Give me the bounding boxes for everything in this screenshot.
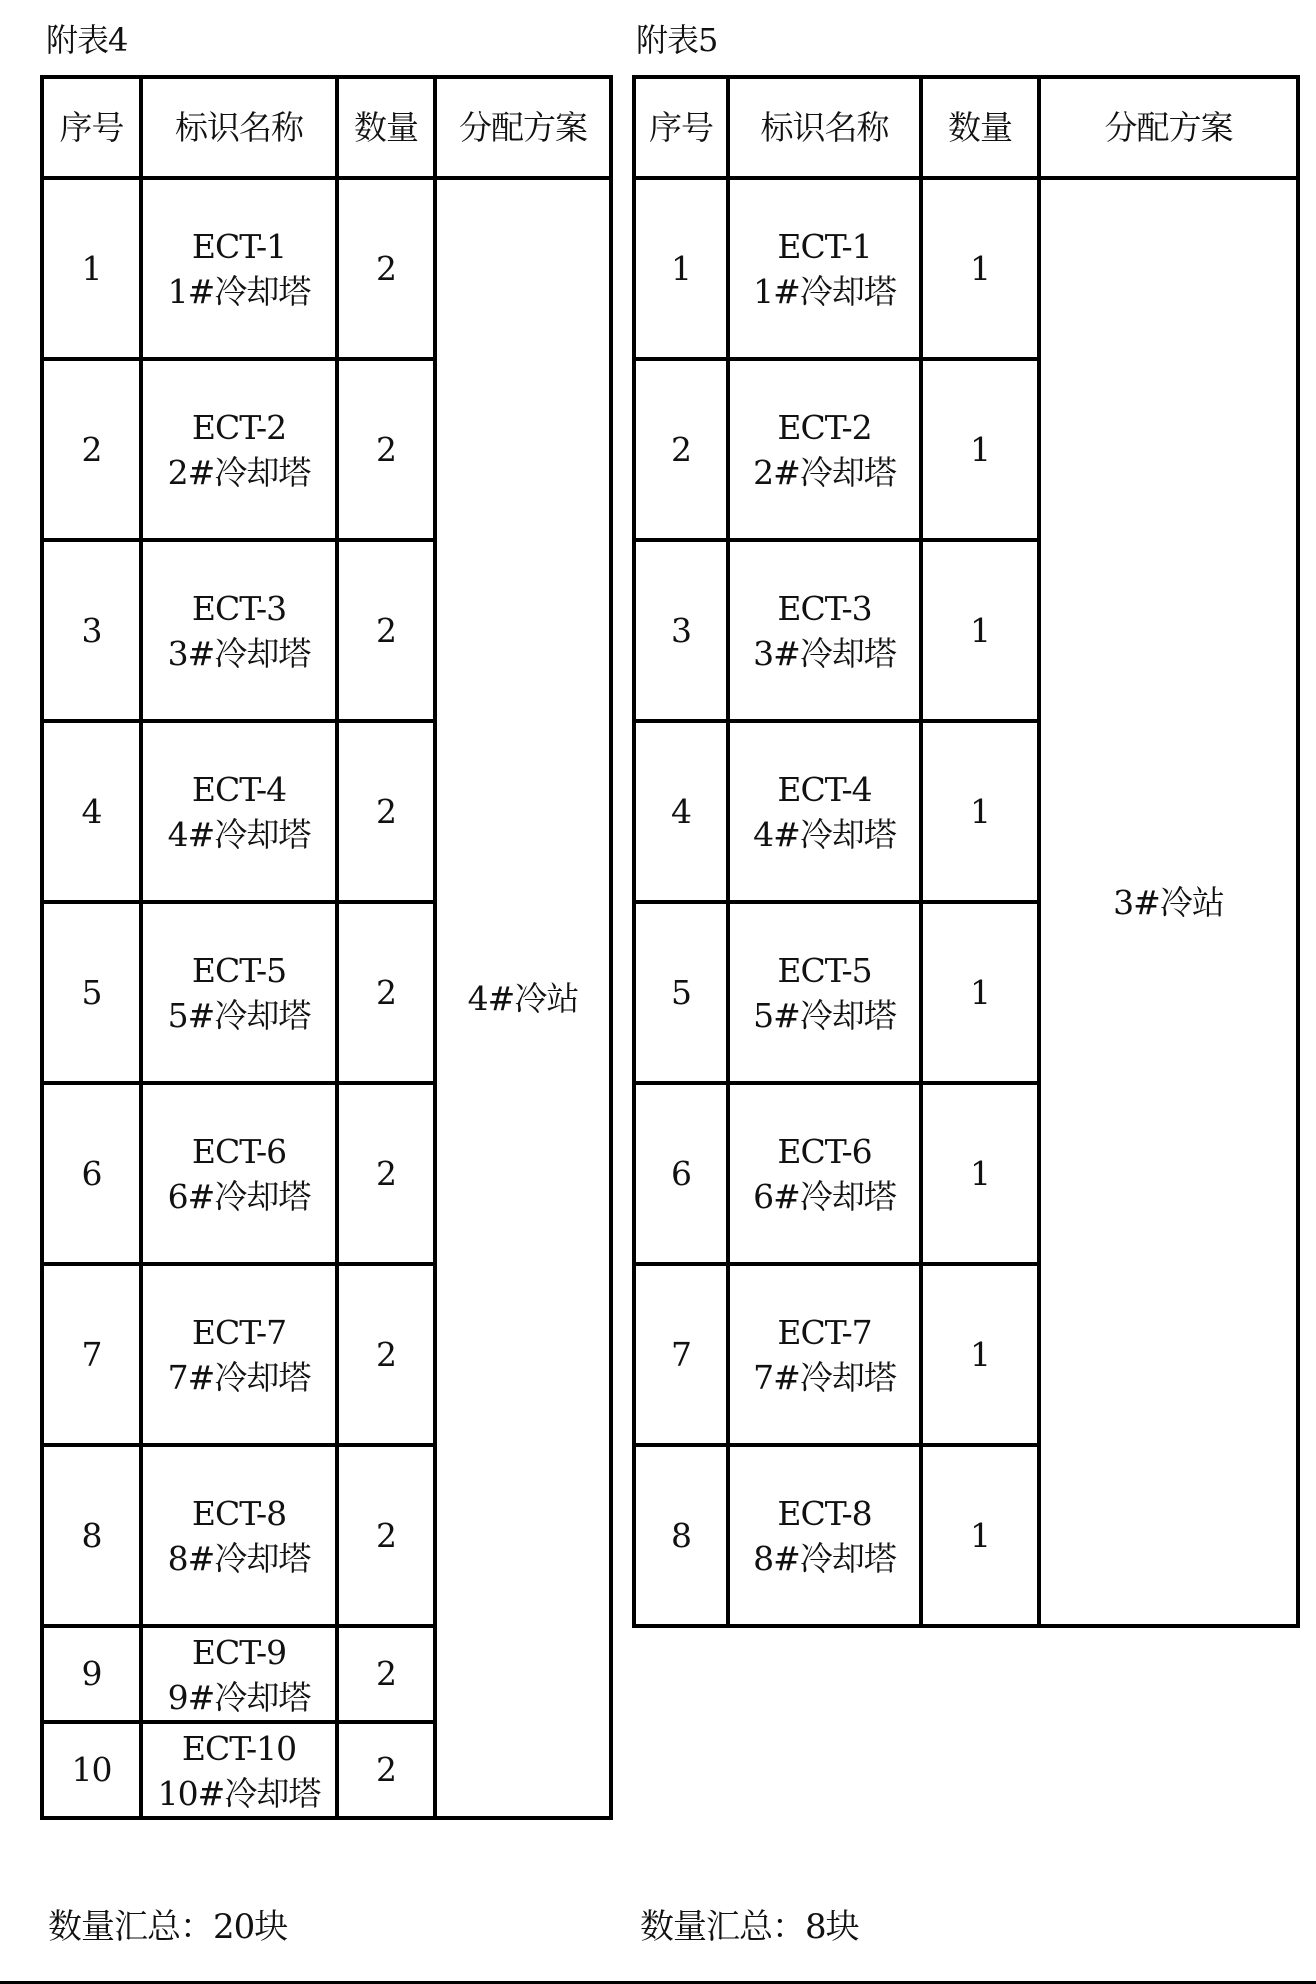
device-code: ECT-3 (191, 588, 287, 628)
device-code: ECT-7 (191, 1312, 287, 1352)
cell-no: 6 (634, 1083, 728, 1264)
device-name: 8#冷却塔 (167, 1538, 311, 1578)
device-name: 4#冷却塔 (167, 814, 311, 854)
cell-no: 9 (42, 1626, 141, 1722)
cell-name (728, 1083, 921, 1264)
table5 (632, 75, 1300, 1628)
table4-summary: 数量汇总：20块 (48, 1907, 288, 1947)
cell-allocation: 4#冷站 (435, 178, 611, 1818)
cell-no: 4 (42, 721, 141, 902)
device-name: 7#冷却塔 (167, 1357, 311, 1397)
cell-qty: 1 (921, 540, 1039, 721)
table4-header-row (42, 77, 611, 178)
device-code: ECT-5 (777, 950, 872, 990)
device-code: ECT-1 (191, 226, 287, 266)
cell-qty: 2 (337, 1722, 435, 1818)
cell-qty: 2 (337, 1626, 435, 1722)
device-code: ECT-6 (191, 1131, 287, 1171)
cell-name (728, 902, 921, 1083)
header-qty: 数量 (337, 77, 435, 178)
cell-no: 3 (634, 540, 728, 721)
cell-no: 2 (42, 359, 141, 540)
device-code: ECT-4 (777, 769, 872, 809)
device-name: 9#冷却塔 (167, 1678, 311, 1717)
device-code: ECT-10 (181, 1729, 297, 1768)
device-code: ECT-8 (191, 1493, 287, 1533)
cell-no: 8 (42, 1445, 141, 1626)
table4-title: 附表4 (46, 21, 128, 59)
device-code: ECT-6 (777, 1131, 872, 1171)
cell-qty: 1 (921, 721, 1039, 902)
cell-qty: 1 (921, 902, 1039, 1083)
device-name: 1#冷却塔 (167, 271, 311, 311)
cell-no: 5 (42, 902, 141, 1083)
cell-no: 6 (42, 1083, 141, 1264)
cell-name (728, 178, 921, 359)
device-code: ECT-3 (777, 588, 872, 628)
device-name: 1#冷却塔 (753, 271, 896, 311)
cell-qty: 2 (337, 1264, 435, 1445)
device-code: ECT-1 (777, 226, 872, 266)
cell-name (728, 1445, 921, 1626)
cell-qty: 2 (337, 721, 435, 902)
cell-no: 10 (42, 1722, 141, 1818)
header-allocation: 分配方案 (1039, 77, 1298, 178)
cell-name (728, 540, 921, 721)
cell-no: 7 (634, 1264, 728, 1445)
device-name: 5#冷却塔 (167, 995, 311, 1035)
device-name: 6#冷却塔 (753, 1176, 896, 1216)
cell-no: 8 (634, 1445, 728, 1626)
cell-qty: 1 (921, 178, 1039, 359)
cell-qty: 2 (337, 902, 435, 1083)
device-name: 10#冷却塔 (157, 1774, 321, 1813)
cell-qty: 1 (921, 359, 1039, 540)
cell-no: 4 (634, 721, 728, 902)
table4 (40, 75, 613, 1820)
cell-no: 5 (634, 902, 728, 1083)
cell-name (141, 1264, 337, 1445)
device-code: ECT-5 (191, 950, 287, 990)
cell-name (728, 359, 921, 540)
table5-title: 附表5 (636, 21, 718, 59)
cell-name (728, 721, 921, 902)
cell-no: 7 (42, 1264, 141, 1445)
cell-name (141, 1083, 337, 1264)
device-name: 2#冷却塔 (167, 452, 311, 492)
cell-name (141, 721, 337, 902)
device-name: 3#冷却塔 (753, 633, 896, 673)
device-code: ECT-7 (777, 1312, 872, 1352)
cell-no: 2 (634, 359, 728, 540)
cell-qty: 2 (337, 1083, 435, 1264)
cell-name (728, 1264, 921, 1445)
header-no: 序号 (42, 77, 141, 178)
cell-allocation: 3#冷站 (1039, 178, 1298, 1626)
cell-name (141, 902, 337, 1083)
device-name: 5#冷却塔 (753, 995, 896, 1035)
cell-qty: 1 (921, 1083, 1039, 1264)
cell-no: 1 (42, 178, 141, 359)
device-code: ECT-4 (191, 769, 287, 809)
cell-name (141, 1445, 337, 1626)
cell-name (141, 1626, 337, 1722)
cell-name (141, 178, 337, 359)
device-name: 8#冷却塔 (753, 1538, 896, 1578)
header-name: 标识名称 (141, 77, 337, 178)
header-no: 序号 (634, 77, 728, 178)
device-name: 7#冷却塔 (753, 1357, 896, 1397)
cell-qty: 1 (921, 1445, 1039, 1626)
device-name: 3#冷却塔 (167, 633, 311, 673)
device-code: ECT-2 (777, 407, 872, 447)
cell-qty: 2 (337, 178, 435, 359)
cell-qty: 1 (921, 1264, 1039, 1445)
header-allocation: 分配方案 (435, 77, 611, 178)
cell-name (141, 1722, 337, 1818)
table5-summary: 数量汇总：8块 (640, 1907, 859, 1947)
cell-name (141, 359, 337, 540)
device-name: 2#冷却塔 (753, 452, 896, 492)
device-code: ECT-2 (191, 407, 287, 447)
device-code: ECT-9 (191, 1633, 287, 1672)
device-name: 6#冷却塔 (167, 1176, 311, 1216)
device-name: 4#冷却塔 (753, 814, 896, 854)
header-name: 标识名称 (728, 77, 921, 178)
device-code: ECT-8 (777, 1493, 872, 1533)
table-row (634, 178, 1298, 359)
table5-header-row (634, 77, 1298, 178)
cell-name (141, 540, 337, 721)
header-qty: 数量 (921, 77, 1039, 178)
cell-no: 3 (42, 540, 141, 721)
cell-qty: 2 (337, 1445, 435, 1626)
cell-qty: 2 (337, 359, 435, 540)
cell-qty: 2 (337, 540, 435, 721)
cell-no: 1 (634, 178, 728, 359)
table-row (42, 178, 611, 359)
